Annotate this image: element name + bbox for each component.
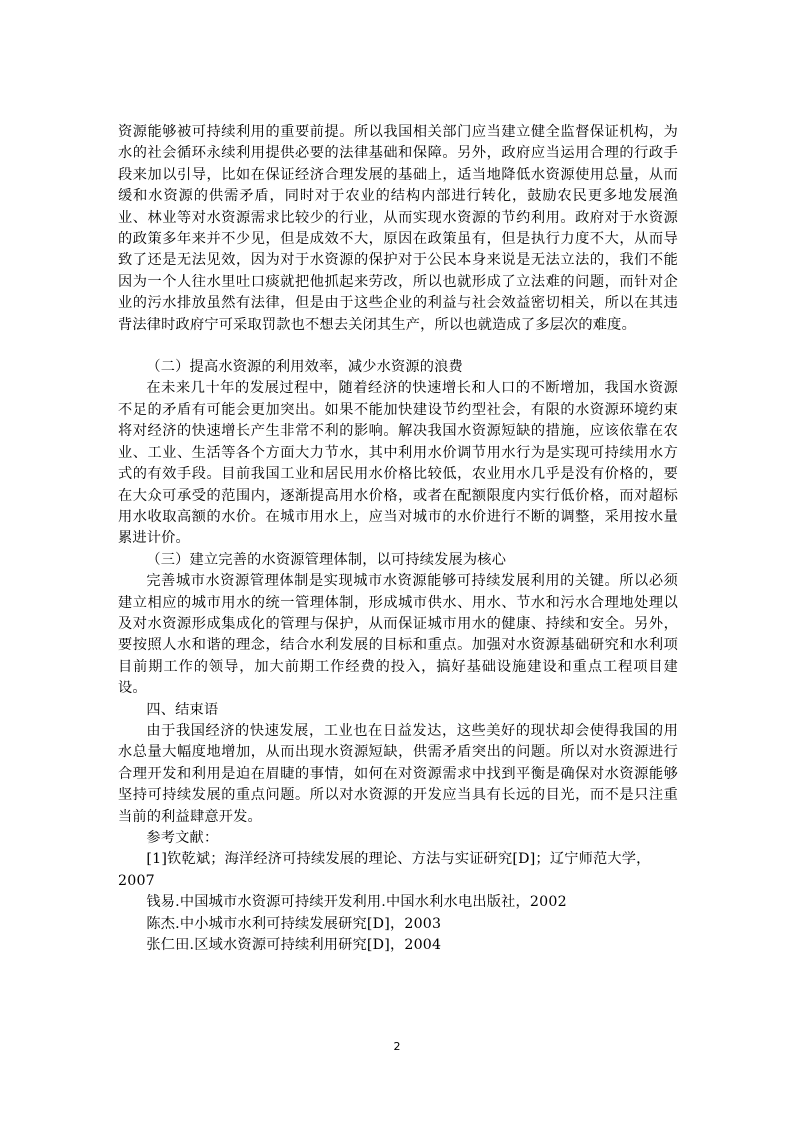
section-heading: （三）建立完善的水资源管理体制，以可持续发展为核心 — [146, 551, 507, 568]
body-paragraph: 资源能够被可持续利用的重要前提。所以我国相关部门应当建立健全监督保证机构，为水的社会循环永续利用提供必要的法律基础和保障。另外，政府应当运用合理的行政手段来加以引导，比如在保证经济合理发展的基础上，适当地降低水资源使用总量，从而缓和水资源的供需矛盾，同时对于农业的结构内部进行转化，鼓励农民更多地发展渔业、林业等对水资源需求比较少的行业，从而实现水资源的节约利用。政府对于水资源的政策多年来并不少见，但是成效不大，原因在政策虽有，但是执行力度不大，从而导致了还是无法见效，因为对于水资源的保护对于公民本身来说是无法立法的，我们不能因为一个人往水里吐口痰就把他抓起来劳改，所以也就形成了立法难的问题，而针对企业的污水排放虽然有法律，但是由于这些企业的利益与社会效益密切相关，所以在其违背法律时政府宁可采取罚款也不想去关闭其生产，所以也就造成了多层次的难度。 — [118, 124, 678, 333]
paragraph-spacer — [118, 336, 678, 357]
body-paragraph: 由于我国经济的快速发展，工业也在日益发达，这些美好的现状却会使得我国的用水总量大幅度地增加，从而出现水资源短缺，供需矛盾突出的问题。所以对水资源进行合理开发和利用是迫在眉睫的事情，如何在对资源需求中找到平衡是确保对水资源能够坚持可持续发展的重点问题。所以对水资源的开发应当具有长远的目光，而不是只注重当前的利益肆意开发。 — [118, 722, 678, 825]
reference-item: [1]钦乾斌；海洋经济可持续发展的理论、方法与实证研究[D]；辽宁师范大学，2007 — [118, 851, 651, 889]
body-paragraph: 完善城市水资源管理体制是实现城市水资源能够可持续发展利用的关键。所以必须建立相应的城市用水的统一管理体制，形成城市供水、用水、节水和污水合理地处理以及对水资源形成集成化的管理与保护，从而保证城市用水的健康、持续和安全。另外，要按照人水和谐的理念，结合水利发展的目标和重点。加强对水资源基础研究和水利项目前期工作的领导，加大前期工作经费的投入，搞好基础设施建设和重点工程项目建设。 — [118, 573, 678, 697]
reference-item: 陈杰.中小城市水利可持续发展研究[D]，2003 — [146, 915, 442, 932]
document-body — [118, 122, 678, 956]
body-paragraph: 在未来几十年的发展过程中，随着经济的快速增长和人口的不断增加，我国水资源不足的矛盾有可能会更加突出。如果不能加快建设节约型社会，有限的水资源环境约束将对经济的快速增长产生非常不利的影响。解决我国水资源短缺的措施，应该依靠在农业、工业、生活等各个方面大力节水，其中利用水价调节用水行为是实现可持续用水方式的有效手段。目前我国工业和居民用水价格比较低，农业用水几乎是没有价格的，要在大众可承受的范围内，逐渐提高用水价格，或者在配额限度内实行低价格，而对超标用水收取高额的水价。在城市用水上，应当对城市的水价进行不断的调整，采用按水量累进计价。 — [118, 380, 678, 547]
section-heading: （二）提高水资源的利用效率，减少水资源的浪费 — [146, 359, 463, 376]
page-number: 2 — [393, 1040, 401, 1053]
reference-item: 钱易.中国城市水资源可持续开发利用.中国水利水电出版社，2002 — [146, 894, 567, 911]
section-heading: 四、结束语 — [146, 701, 219, 718]
references-heading: 参考文献： — [146, 830, 219, 846]
reference-item: 张仁田.区域水资源可持续利用研究[D]，2004 — [146, 937, 442, 954]
